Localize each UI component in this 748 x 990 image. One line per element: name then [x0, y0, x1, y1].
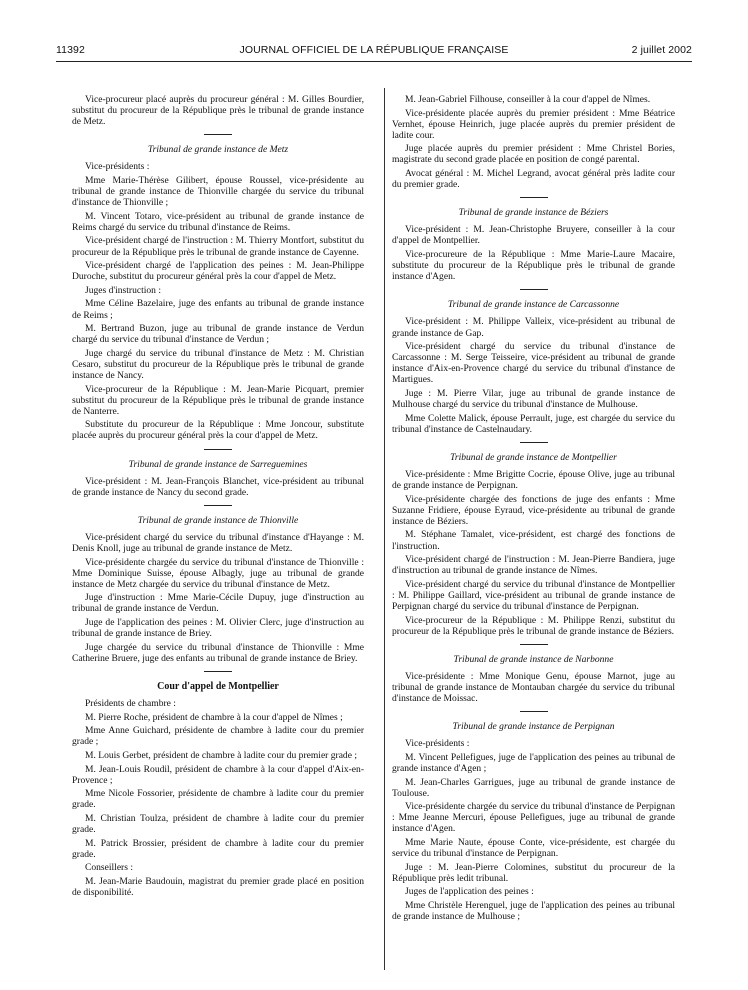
paragraph: Juges de l'application des peines : [405, 886, 534, 898]
paragraph: Avocat général : M. Michel Legrand, avocat général près ladite cour du premier grade. [392, 168, 675, 191]
paragraph: Vice-président : M. Jean-Christophe Bruyere, conseiller à la cour d'appel de Montpellier. [392, 224, 675, 247]
paragraph: Vice-président chargé du service du tribunal d'instance de Montpellier : M. Philippe Gaillard, vice-président au tribunal de grande instance de Perpignan chargé du service du tribunal d'instance de Perpignan. [392, 578, 675, 612]
section-separator [204, 449, 232, 450]
section-separator [520, 711, 548, 712]
paragraph: Vice-présidente chargée des fonctions de juge des enfants : Mme Suzanne Fridiere, épouse Eyraud, vice-présidente au tribunal de grande instance de Béziers. [392, 493, 675, 527]
paragraph: M. Stéphane Tamalet, vice-président, est chargé des fonctions de l'instruction. [392, 529, 675, 552]
paragraph: Vice-président chargé de l'application des peines : M. Jean-Philippe Duroche, substitut du procureur général près la cour d'appel de Metz. [72, 260, 364, 283]
paragraph: Vice-présidente chargée du service du tribunal d'instance de Thionville : Mme Dominique Suisse, épouse Albagly, juge au tribunal de grande instance de Metz chargée du service du tribunal d'instance de Metz. [72, 556, 364, 590]
paragraph: Mme Marie Naute, épouse Conte, vice-présidente, est chargée du service du tribunal d'instance de Perpignan. [392, 836, 675, 860]
section-heading: Tribunal de grande instance de Thionville [137, 514, 299, 526]
column-divider [384, 88, 385, 970]
right-column [392, 94, 675, 925]
paragraph: M. Vincent Totaro, vice-président au tribunal de grande instance de Reims chargé du service du tribunal d'instance de Reims. [72, 210, 364, 233]
paragraph: Juge placée auprès du premier président : Mme Christel Bories, magistrate du second grade placée en position de congé parental. [392, 143, 675, 166]
paragraph: M. Louis Gerbet, président de chambre à ladite cour du premier grade ; [85, 749, 357, 761]
paragraph: Vice-présidents : [85, 161, 150, 173]
paragraph: M. Vincent Pellefigues, juge de l'application des peines au tribunal de grande instance d'Agen ; [392, 751, 675, 774]
section-heading: Tribunal de grande instance de Metz [147, 144, 289, 156]
publication-date: 2 juillet 2002 [631, 44, 692, 56]
paragraph: M. Jean-Gabriel Filhouse, conseiller à la cour d'appel de Nîmes. [405, 94, 651, 105]
section-heading: Tribunal de grande instance de Perpignan [452, 721, 615, 733]
paragraph: Présidents de chambre : [85, 698, 176, 710]
page-number: 11392 [56, 44, 85, 56]
paragraph: Vice-président : M. Jean-François Blanchet, vice-président au tribunal de grande instance de Nancy du second grade. [72, 475, 364, 498]
paragraph: Vice-président : M. Philippe Valleix, vice-président au tribunal de grande instance de Gap. [392, 316, 675, 339]
journal-title: JOURNAL OFFICIEL DE LA RÉPUBLIQUE FRANÇAISE [239, 44, 509, 56]
section-separator [204, 505, 232, 506]
paragraph: Vice-présidents : [405, 738, 470, 750]
paragraph: M. Jean-Louis Roudil, président de chambre à la cour d'appel d'Aix-en-Provence ; [72, 763, 364, 786]
paragraph: Vice-présidente placée auprès du premier président : Mme Béatrice Vernhet, épouse Heinrich, juge placée auprès du premier président de ladite cour. [392, 107, 675, 141]
paragraph: Juge de l'application des peines : M. Olivier Clerc, juge d'instruction au tribunal de grande instance de Briey. [72, 617, 364, 640]
paragraph: Substitute du procureur de la République : Mme Joncour, substitute placée auprès du procureur général près la cour d'appel de Metz. [72, 419, 364, 442]
paragraph: Mme Anne Guichard, présidente de chambre à ladite cour du premier grade ; [72, 725, 364, 748]
paragraph: Juge chargée du service du tribunal d'instance de Thionville : Mme Catherine Bruere, juge des enfants au tribunal de grande instance de Briey. [72, 641, 364, 664]
section-separator [520, 289, 548, 290]
section-heading: Tribunal de grande instance de Sarreguemines [128, 458, 308, 470]
court-heading: Cour d'appel de Montpellier [157, 680, 279, 692]
paragraph: Vice-président chargé de l'instruction : M. Thierry Montfort, substitut du procureur de la République près le tribunal de grande instance de Cayenne. [72, 235, 364, 258]
paragraph: Mme Colette Malick, épouse Perrault, juge, est chargée du service du tribunal d'instance de Castelnaudary. [392, 412, 675, 435]
paragraph: Juge : M. Pierre Vilar, juge au tribunal de grande instance de Mulhouse chargé du service du tribunal d'instance de Mulhouse. [392, 387, 675, 411]
section-heading: Tribunal de grande instance de Carcassonne [447, 299, 620, 311]
paragraph: Juges d'instruction : [85, 284, 161, 296]
page-header [56, 44, 692, 60]
paragraph: Vice-procureur placé auprès du procureur général : M. Gilles Bourdier, substitut du procureur de la République près le tribunal de grande instance de Metz. [72, 94, 364, 128]
paragraph: M. Jean-Marie Baudouin, magistrat du premier grade placé en position de disponibilité. [72, 875, 364, 898]
paragraph: Vice-présidente : Mme Brigitte Cocrie, épouse Olive, juge au tribunal de grande instance de Perpignan. [392, 468, 675, 492]
section-heading: Tribunal de grande instance de Béziers [458, 207, 609, 219]
section-separator [520, 197, 548, 198]
paragraph: Vice-président chargé du service du tribunal d'instance de Carcassonne : M. Serge Teisseire, vice-président au tribunal de grande instance d'Aix-en-Provence chargé du service du tribunal d'instance de Martigues. [392, 341, 675, 386]
paragraph: Vice-présidente chargée du service du tribunal d'instance de Perpignan : Mme Jeanne Mercuri, épouse Pellefigues, juge au tribunal de grande instance d'Agen. [392, 801, 675, 835]
paragraph: M. Bertrand Buzon, juge au tribunal de grande instance de Verdun chargé du service du tribunal d'instance de Verdun ; [72, 323, 364, 346]
paragraph: Vice-président chargé du service du tribunal d'instance d'Hayange : M. Denis Knoll, juge au tribunal de grande instance de Metz. [72, 531, 364, 554]
section-separator [520, 442, 548, 443]
paragraph: Mme Céline Bazelaire, juge des enfants au tribunal de grande instance de Reims ; [72, 298, 364, 321]
header-rule [56, 61, 692, 62]
paragraph: M. Pierre Roche, président de chambre à la cour d'appel de Nîmes ; [85, 711, 343, 723]
paragraph: M. Christian Toulza, président de chambre à ladite cour du premier grade. [72, 812, 364, 835]
paragraph: M. Patrick Brossier, président de chambre à ladite cour du premier grade. [72, 837, 364, 860]
paragraph: Juge chargé du service du tribunal d'instance de Metz : M. Christian Cesaro, substitut du procureur de la République près le tribunal de grande instance de Nancy. [72, 347, 364, 381]
paragraph: Mme Christèle Herenguel, juge de l'application des peines au tribunal de grande instance de Mulhouse ; [392, 899, 675, 923]
left-column [72, 94, 364, 901]
section-heading: Tribunal de grande instance de Montpellier [450, 451, 617, 463]
section-heading: Tribunal de grande instance de Narbonne [453, 653, 614, 665]
paragraph: Vice-président chargé de l'instruction : M. Jean-Pierre Bandiera, juge d'instruction au tribunal de grande instance de Nîmes. [392, 554, 675, 577]
paragraph: Juge d'instruction : Mme Marie-Cécile Dupuy, juge d'instruction au tribunal de grande instance de Verdun. [72, 592, 364, 615]
paragraph: Conseillers : [85, 862, 133, 874]
paragraph: Vice-procureur de la République : M. Jean-Marie Picquart, premier substitut du procureur de la République près le tribunal de grande instance de Nanterre. [72, 383, 364, 417]
paragraph: Juge : M. Jean-Pierre Colomines, substitut du procureur de la République près ledit tribunal. [392, 861, 675, 884]
paragraph: Mme Nicole Fossorier, présidente de chambre à ladite cour du premier grade. [72, 788, 364, 811]
paragraph: Vice-procureur de la République : M. Philippe Renzi, substitut du procureur de la République près le tribunal de grande instance de Béziers. [392, 614, 675, 637]
section-separator [204, 134, 232, 135]
section-separator [520, 644, 548, 645]
paragraph: Vice-présidente : Mme Monique Genu, épouse Marnot, juge au tribunal de grande instance de Montauban chargée du service du tribunal d'instance de Moissac. [392, 670, 675, 705]
paragraph: M. Jean-Charles Garrigues, juge au tribunal de grande instance de Toulouse. [392, 776, 675, 799]
paragraph: Mme Marie-Thérèse Gilibert, épouse Roussel, vice-présidente au tribunal de grande instance de Thionville chargée du service du tribunal d'instance de Thionville ; [72, 174, 364, 209]
section-separator [204, 671, 232, 672]
paragraph: Vice-procureure de la République : Mme Marie-Laure Macaire, substitute du procureur de la République près le tribunal de grande instance d'Agen. [392, 249, 675, 283]
